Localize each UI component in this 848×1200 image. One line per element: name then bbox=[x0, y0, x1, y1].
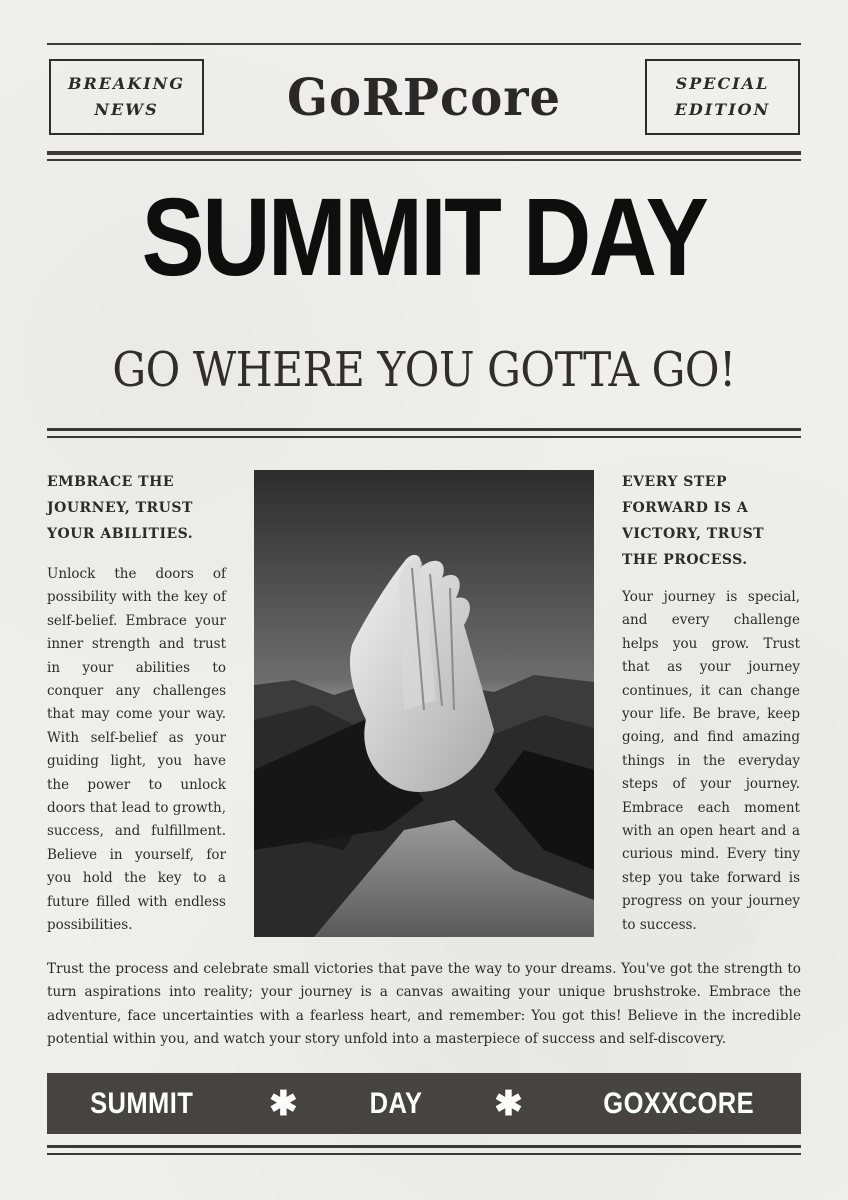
banner-word-goxxcore: GOXXCORE bbox=[603, 1086, 755, 1120]
section-rule-thick bbox=[47, 428, 801, 431]
footer-banner bbox=[47, 1073, 801, 1134]
subheadline: GO WHERE YOU GOTTA GO! bbox=[112, 342, 736, 398]
bottom-paragraph: Trust the process and celebrate small victories that pave the way to your dreams. You've got the strength to turn aspirations into reality; your journey is a canvas awaiting your unique brushstroke. Embrace the adventure, face uncertainties with a fearless heart, and remember: You got this! Believe in the incredible potential within you, and watch your story unfold into a masterpiece of success and self-discovery. bbox=[47, 961, 801, 1048]
footer-rule-thin bbox=[47, 1153, 801, 1155]
right-column-body: Your journey is special, and every challenge helps you grow. Trust that as your journey continues, it can change your life. Be brave, keep going, and find amazing things in the everyday steps of your journey. Embrace each moment with an open heart and a curious mind. Every tiny step you take forward is progress on your journey to success. bbox=[622, 589, 800, 933]
header-rule-thick bbox=[47, 151, 801, 155]
asterisk-icon: ✱ bbox=[269, 1084, 298, 1123]
right-column-title: EVERY STEP FORWARD IS A VICTORY, TRUST THE PROCESS. bbox=[622, 474, 765, 568]
banner-word-summit: SUMMIT bbox=[89, 1086, 193, 1120]
left-column-body: Unlock the doors of possibility with the key of self-belief. Embrace your inner strength and trust in your abilities to conquer any challenges that may come your way. With self-belief as your guiding light, you have the power to unlock doors that lead to growth, success, and fulfillment. Believe in yourself, for you hold the key to a future filled with endless possibilities. bbox=[47, 566, 226, 934]
banner-word-day: DAY bbox=[369, 1086, 423, 1120]
left-column-title: EMBRACE THE JOURNEY, TRUST YOUR ABILITIES. bbox=[47, 474, 194, 542]
high-five-photo bbox=[254, 470, 594, 937]
header-rule-thin bbox=[47, 159, 801, 161]
headline: SUMMIT DAY bbox=[141, 176, 707, 299]
section-rule-thin bbox=[47, 436, 801, 438]
top-rule bbox=[47, 43, 801, 45]
asterisk-icon: ✱ bbox=[494, 1084, 523, 1123]
special-edition-box: SPECIAL EDITION bbox=[645, 59, 800, 135]
breaking-news-box: BREAKING NEWS bbox=[49, 59, 204, 135]
masthead-logo: GoRPcore bbox=[286, 68, 562, 128]
footer-rule-thick bbox=[47, 1145, 801, 1148]
